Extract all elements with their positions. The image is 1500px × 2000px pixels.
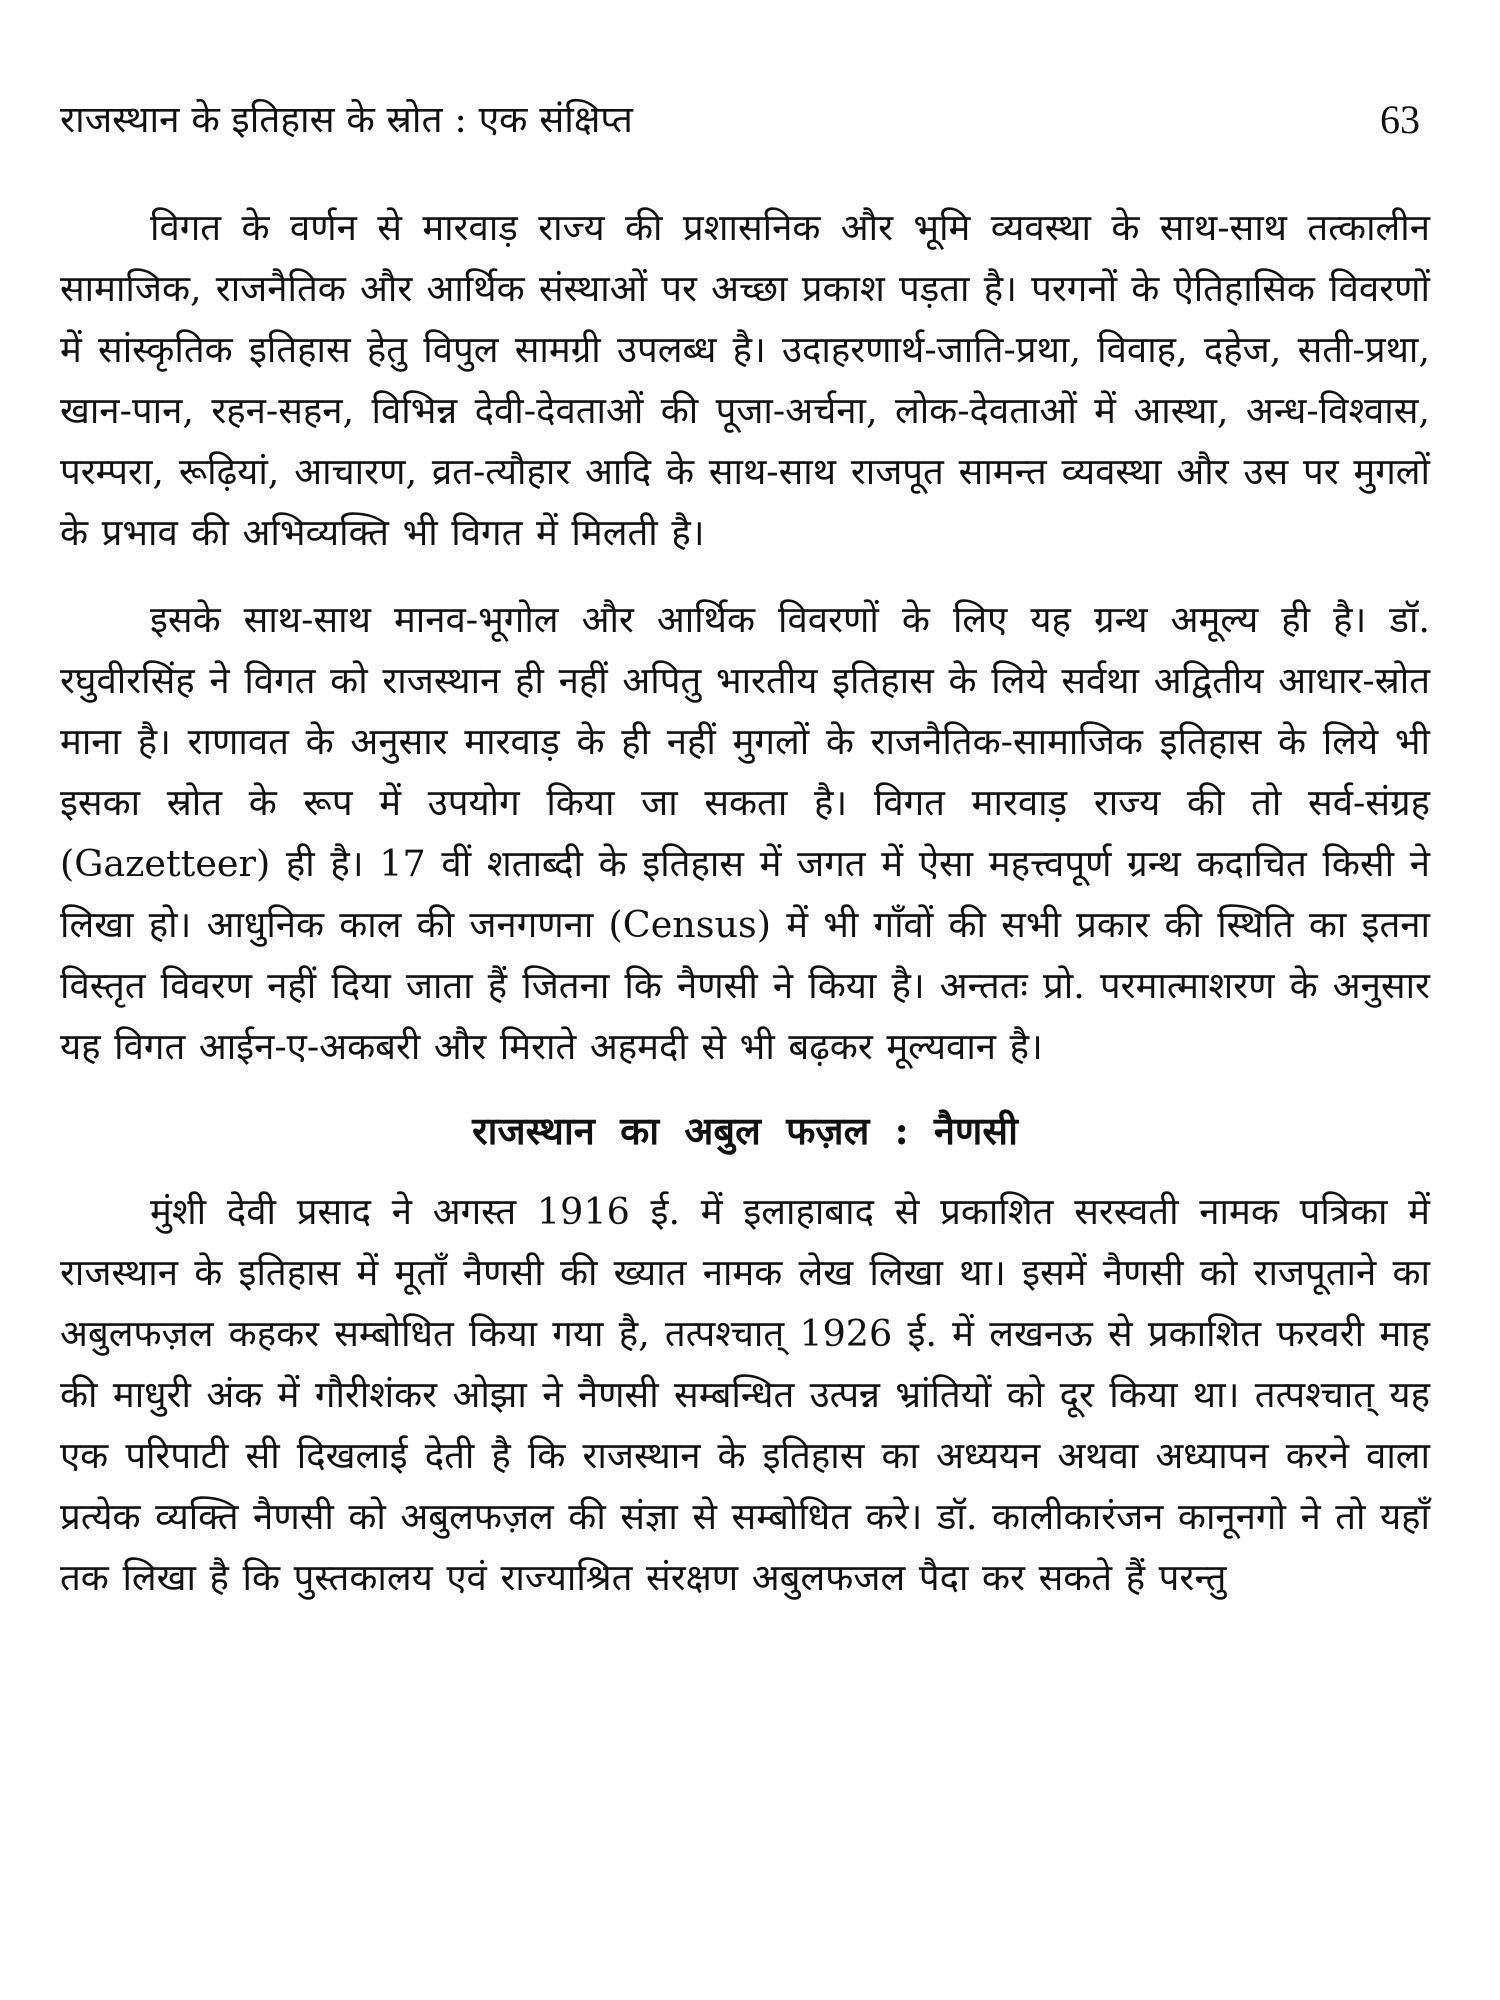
text-body <box>60 197 1430 1608</box>
paragraph-vigat-description: विगत के वर्णन से मारवाड़ राज्य की प्रशासनिक और भूमि व्यवस्था के साथ-साथ तत्कालीन सामाजिक, राजनैतिक और आर्थिक संस्थाओं पर अच्छा प्रकाश पड़ता है। परगनों के ऐतिहासिक विवरणों में सांस्कृतिक इतिहास हेतु विपुल सामग्री उपलब्ध है। उदाहरणार्थ-जाति-प्रथा, विवाह, दहेज, सती-प्रथा, खान-पान, रहन-सहन, विभिन्न देवी-देवताओं की पूजा-अर्चना, लोक-देवताओं में आस्था, अन्ध-विश्वास, परम्परा, रूढ़ियां, आचारण, व्रत-त्यौहार आदि के साथ-साथ राजपूत सामन्त व्यवस्था और उस पर मुगलों के प्रभाव की अभिव्यक्ति भी विगत में मिलती है। <box>60 206 1430 554</box>
section-heading: राजस्थान का अबुल फज़ल : नैणसी <box>472 1108 1018 1153</box>
paragraph-vigat-importance: इसके साथ-साथ मानव-भूगोल और आर्थिक विवरणों के लिए यह ग्रन्थ अमूल्य ही है। डॉ. रघुवीरसिंह ने विगत को राजस्थान ही नहीं अपितु भारतीय इतिहास के लिये सर्वथा अद्वितीय आधार-स्रोत माना है। राणावत के अनुसार मारवाड़ के ही नहीं मुगलों के राजनैतिक-सामाजिक इतिहास के लिये भी इसका स्रोत के रूप में उपयोग किया जा सकता है। विगत मारवाड़ राज्य की तो सर्व-संग्रह (Gazetteer) ही है। 17 वीं शताब्दी के इतिहास में जगत में ऐसा महत्त्वपूर्ण ग्रन्थ कदाचित किसी ने लिखा हो। आधुनिक काल की जनगणना (Census) में भी गाँवों की सभी प्रकार की स्थिति का इतना विस्तृत विवरण नहीं दिया जाता हैं जितना कि नैणसी ने किया है। अन्ततः प्रो. परमात्माशरण के अनुसार यह विगत आईन-ए-अकबरी और मिराते अहमदी से भी बढ़कर मूल्यवान है। <box>60 598 1430 1068</box>
running-header <box>60 95 1430 155</box>
running-title: राजस्थान के इतिहास के स्रोत : एक संक्षिप्त <box>60 98 633 141</box>
paragraph-nainsi-abul-fazal: मुंशी देवी प्रसाद ने अगस्त 1916 ई. में इलाहाबाद से प्रकाशित सरस्वती नामक पत्रिका में राजस्थान के इतिहास में मूताँ नैणसी की ख्यात नामक लेख लिखा था। इसमें नैणसी को राजपूताने का अबुलफज़ल कहकर सम्बोधित किया गया है, तत्पश्चात् 1926 ई. में लखनऊ से प्रकाशित फरवरी माह की माधुरी अंक में गौरीशंकर ओझा ने नैणसी सम्बन्धित उत्पन्न भ्रांतियों को दूर किया था। तत्पश्चात् यह एक परिपाटी सी दिखलाई देती है कि राजस्थान के इतिहास का अध्ययन अथवा अध्यापन करने वाला प्रत्येक व्यक्ति नैणसी को अबुलफज़ल की संज्ञा से सम्बोधित करे। डॉ. कालीकारंजन कानूनगो ने तो यहाँ तक लिखा है कि पुस्तकालय एवं राज्याश्रित संरक्षण अबुलफजल पैदा कर सकते हैं परन्तु <box>60 1190 1430 1599</box>
page-number: 63 <box>1380 97 1420 142</box>
